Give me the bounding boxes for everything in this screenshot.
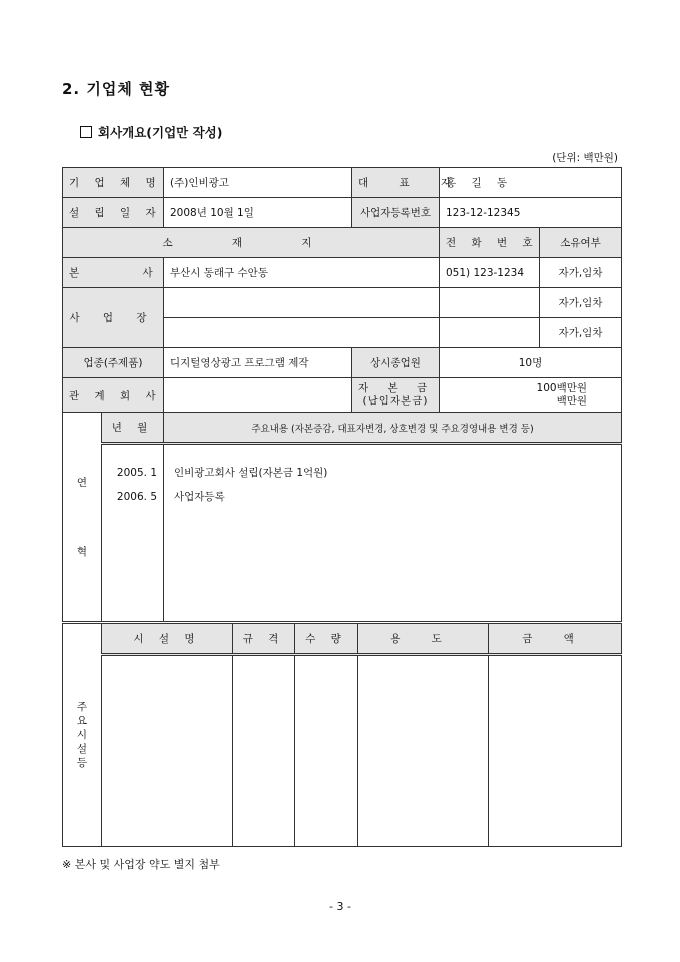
company-name-label: 기 업 체 명 <box>63 168 164 198</box>
ownership-header: 소유여부 <box>540 228 622 258</box>
history-side-label-2: 혁 <box>76 546 88 558</box>
facility-header-spec: 규 격 <box>233 624 295 655</box>
facility-spec-cell <box>233 655 295 847</box>
hq-label: 본 사 <box>63 258 164 288</box>
history-year-header: 년 월 <box>102 413 164 444</box>
history-date-1: 2005. 1 <box>116 467 157 479</box>
facility-qty-cell <box>295 655 358 847</box>
history-event-2: 사업자등록 <box>174 491 225 503</box>
facility-name-cell <box>102 655 233 847</box>
workplace-label: 사 업 장 <box>63 288 164 348</box>
facility-header-qty: 수 량 <box>295 624 358 655</box>
workplace-address-2 <box>164 318 440 348</box>
workplace-ownership-1: 자가,임차 <box>540 288 622 318</box>
history-side-label <box>63 413 102 622</box>
company-name-value: (주)인비광고 <box>164 168 352 198</box>
facilities-side-text: 주요시설등 <box>76 701 88 769</box>
section-title: 2. 기업체 현황 <box>62 80 171 98</box>
footnote: ※ 본사 및 사업장 약도 별지 첨부 <box>62 858 220 871</box>
facility-amount-cell <box>489 655 622 847</box>
subsection-title-text: 회사개요(기업만 작성) <box>98 125 223 140</box>
capital-label <box>352 378 440 413</box>
workplace-phone-1 <box>440 288 540 318</box>
affiliates-value <box>164 378 352 413</box>
facilities-table <box>62 623 622 847</box>
facility-use-cell <box>358 655 489 847</box>
business-type-value: 디지털영상광고 프로그램 제작 <box>164 348 352 378</box>
checkbox-icon <box>80 126 92 138</box>
employees-value: 10명 <box>440 348 622 378</box>
bizno-value: 123-12-12345 <box>440 198 622 228</box>
subsection-title <box>80 123 222 141</box>
workplace-phone-2 <box>440 318 540 348</box>
capital-value-unit: 백만원 <box>556 395 588 407</box>
history-events <box>164 444 622 622</box>
hq-phone: 051) 123-1234 <box>440 258 540 288</box>
history-event-1: 인비광고회사 설립(자본금 1억원) <box>174 467 328 479</box>
address-header: 소 재 지 <box>63 228 440 258</box>
page-number: - 3 - <box>329 900 351 913</box>
history-side-label-1: 연 <box>76 477 88 489</box>
capital-label-main: 자 본 금 <box>358 382 436 394</box>
facility-header-use: 용 도 <box>358 624 489 655</box>
facility-header-name: 시 설 명 <box>102 624 233 655</box>
company-info-table <box>62 167 622 622</box>
facilities-side-label <box>63 624 102 847</box>
history-years <box>102 444 164 622</box>
history-content-header: 주요내용 (자본증감, 대표자변경, 상호변경 및 주요경영내용 변경 등) <box>164 413 622 444</box>
phone-header: 전 화 번 호 <box>440 228 540 258</box>
hq-ownership: 자가,임차 <box>540 258 622 288</box>
affiliates-label: 관 계 회 사 <box>63 378 164 413</box>
capital-value-paid: 100백만원 <box>536 382 588 394</box>
unit-label: (단위: 백만원) <box>552 152 618 164</box>
bizno-label: 사업자등록번호 <box>352 198 440 228</box>
workplace-address-1 <box>164 288 440 318</box>
workplace-ownership-2: 자가,임차 <box>540 318 622 348</box>
capital-value <box>440 378 622 413</box>
capital-label-sub: (납입자본금) <box>362 395 429 407</box>
hq-address: 부산시 동래구 수안동 <box>164 258 440 288</box>
history-date-2: 2006. 5 <box>116 491 157 503</box>
founded-value: 2008년 10월 1일 <box>164 198 352 228</box>
representative-value: 홍 길 동 <box>440 168 622 198</box>
employees-label: 상시종업원 <box>352 348 440 378</box>
facility-header-amount: 금 액 <box>489 624 622 655</box>
business-type-label: 업종(주제품) <box>63 348 164 378</box>
founded-label: 설 립 일 자 <box>63 198 164 228</box>
representative-label: 대 표 자 <box>352 168 440 198</box>
